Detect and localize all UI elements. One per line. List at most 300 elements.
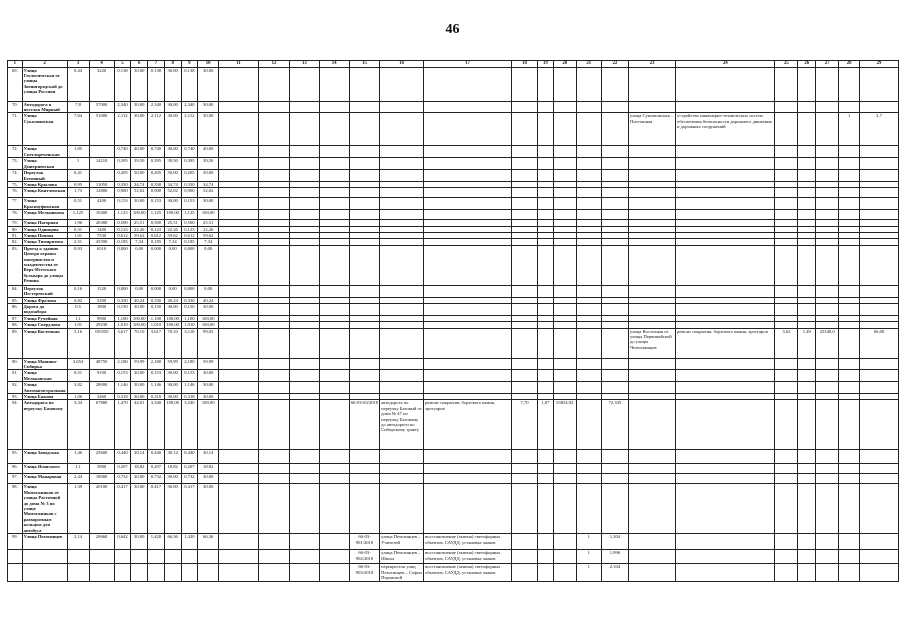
table-cell: 0,205 <box>181 170 198 182</box>
column-header: 5 <box>114 61 131 68</box>
table-cell: восстановление (замена) светофорных объектов, САУДД, установка знаков <box>424 534 512 550</box>
table-cell: 0,44 <box>67 67 89 101</box>
table-cell: 66,00 <box>860 328 899 358</box>
table-cell: Улица Светлореченская <box>22 146 67 158</box>
table-cell: 1,01 <box>67 322 89 328</box>
table-cell <box>424 146 512 158</box>
table-cell <box>601 474 628 484</box>
table-cell <box>424 285 512 297</box>
table-cell <box>319 285 349 297</box>
table-cell <box>601 382 628 394</box>
table-cell: 3,82 <box>67 382 89 394</box>
table-cell <box>629 245 676 285</box>
table-cell <box>629 550 676 564</box>
table-cell <box>775 303 798 315</box>
table-cell: 51000 <box>89 113 114 146</box>
table-cell <box>553 198 576 210</box>
table-cell: 39,50 <box>164 158 181 170</box>
table-cell <box>258 358 289 370</box>
table-cell: 1,85 <box>67 146 89 158</box>
table-cell <box>798 158 816 170</box>
table-cell <box>258 450 289 464</box>
table-cell <box>629 484 676 534</box>
table-cell <box>290 484 319 534</box>
table-cell: 45590 <box>89 239 114 245</box>
table-cell: 30,00 <box>131 484 148 534</box>
table-cell: 20380 <box>89 220 114 226</box>
table-cell <box>860 550 899 564</box>
table-cell <box>553 245 576 285</box>
table-cell <box>511 550 537 564</box>
table-cell <box>553 146 576 158</box>
table-cell <box>424 474 512 484</box>
table-cell <box>576 146 601 158</box>
table-cell <box>576 370 601 382</box>
table-cell: 0,900 <box>181 188 198 198</box>
table-cell <box>219 170 259 182</box>
table-cell <box>775 474 798 484</box>
table-cell <box>775 382 798 394</box>
table-cell: 3,34 <box>67 400 89 450</box>
table-cell: 1 <box>839 113 860 146</box>
table-cell: 66,36 <box>198 534 219 550</box>
table-cell <box>380 382 424 394</box>
table-cell <box>538 146 554 158</box>
table-cell: 0,330 <box>114 297 131 303</box>
table-cell <box>290 113 319 146</box>
table-cell <box>131 564 148 581</box>
table-cell: 0,138 <box>114 67 131 101</box>
table-cell: 1 <box>576 550 601 564</box>
table-cell: 1,96 <box>67 220 89 226</box>
table-cell: 0,207 <box>114 464 131 474</box>
table-cell: 75. <box>8 181 23 187</box>
column-header: 28 <box>839 61 860 68</box>
table-cell <box>839 484 860 534</box>
table-cell <box>839 285 860 297</box>
table-cell <box>816 146 839 158</box>
table-cell <box>538 550 554 564</box>
table-cell <box>349 358 379 370</box>
table-cell: 0,740 <box>148 146 165 158</box>
table-cell <box>798 484 816 534</box>
table-cell: 7,04 <box>67 113 89 146</box>
table-cell <box>576 464 601 474</box>
table-cell: 66,36 <box>164 534 181 550</box>
table-cell: 40,00 <box>164 146 181 158</box>
table-row <box>8 158 899 170</box>
table-cell: Улица Мельковская <box>22 370 67 382</box>
table-cell <box>538 170 554 182</box>
table-cell: 30,14 <box>198 450 219 464</box>
table-cell: 14210 <box>89 158 114 170</box>
table-cell <box>380 484 424 534</box>
table-cell <box>538 67 554 101</box>
table-cell: Переулок Пестеревский <box>22 285 67 297</box>
table-row <box>8 370 899 382</box>
table-cell: 40,00 <box>131 146 148 158</box>
table-cell: 0,41 <box>67 170 89 182</box>
table-cell <box>839 564 860 581</box>
table-cell: 1,125 <box>67 210 89 220</box>
table-cell <box>258 534 289 550</box>
table-cell: 22,26 <box>198 226 219 232</box>
table-cell <box>219 400 259 450</box>
table-cell: 2,340 <box>114 101 131 113</box>
table-cell <box>860 534 899 550</box>
table-cell: 1,146 <box>114 382 131 394</box>
table-cell: 1,420 <box>181 534 198 550</box>
table-cell: 0,51 <box>67 370 89 382</box>
table-cell: 59,99 <box>131 358 148 370</box>
table-cell <box>798 101 816 113</box>
table-cell: 0,000 <box>114 245 131 285</box>
table-cell <box>601 245 628 285</box>
table-cell <box>576 328 601 358</box>
table-cell: 30,14 <box>164 450 181 464</box>
table-cell: 0,440 <box>181 450 198 464</box>
table-cell: 0,138 <box>148 67 165 101</box>
table-cell: 0,000 <box>148 245 165 285</box>
table-cell <box>629 400 676 450</box>
table-cell <box>511 370 537 382</box>
table-cell <box>219 101 259 113</box>
table-cell <box>775 400 798 450</box>
table-cell: 1,420 <box>148 534 165 550</box>
table-cell <box>164 564 181 581</box>
table-cell <box>601 188 628 198</box>
table-cell: 1,100 <box>148 315 165 321</box>
table-cell <box>816 170 839 182</box>
table-cell: 7,34 <box>164 239 181 245</box>
table-cell <box>380 210 424 220</box>
table-cell <box>380 370 424 382</box>
table-cell <box>380 245 424 285</box>
table-cell: улица Суколюшская – Пистошная <box>629 113 676 146</box>
table-cell: Улица Фролова <box>22 297 67 303</box>
table-cell <box>839 146 860 158</box>
table-cell <box>258 158 289 170</box>
column-header: 17 <box>424 61 512 68</box>
table-cell <box>576 474 601 484</box>
table-cell <box>424 245 512 285</box>
table-cell: 66-03-902/2018 <box>349 550 379 564</box>
table-cell <box>538 534 554 550</box>
table-cell: 73. <box>8 158 23 170</box>
table-cell: 0,185 <box>148 239 165 245</box>
table-cell: 0,417 <box>148 484 165 534</box>
table-cell <box>290 158 319 170</box>
table-cell: 0,395 <box>114 158 131 170</box>
table-cell <box>860 400 899 450</box>
table-cell <box>553 328 576 358</box>
table-cell: 71. <box>8 113 23 146</box>
table-cell: 0,740 <box>181 146 198 158</box>
table-cell: улица Восточная от улицы Первомайской до улицы Челюскинцев <box>629 328 676 358</box>
table-cell <box>424 328 512 358</box>
table-row <box>8 188 899 198</box>
table-cell: восстановление (замена) светофорных объектов, САУДД, установка знаков <box>424 564 512 581</box>
table-cell <box>816 534 839 550</box>
table-cell: 0,500 <box>114 220 131 226</box>
table-cell: Улица Ясинского <box>22 464 67 474</box>
table-cell: 0,500 <box>181 220 198 226</box>
table-cell <box>290 198 319 210</box>
table-cell <box>798 245 816 285</box>
table-cell <box>290 464 319 474</box>
table-cell <box>511 101 537 113</box>
table-cell <box>511 245 537 285</box>
table-row <box>8 400 899 450</box>
table-cell <box>349 158 379 170</box>
table-cell: 30,00 <box>131 370 148 382</box>
table-cell: 0,153 <box>148 370 165 382</box>
column-header: 3 <box>67 61 89 68</box>
table-cell <box>290 534 319 550</box>
table-cell: 0,205 <box>148 170 165 182</box>
table-cell <box>576 358 601 370</box>
table-cell: 34,74 <box>164 181 181 187</box>
table-cell: 2,180 <box>181 358 198 370</box>
table-cell: 70,10 <box>164 328 181 358</box>
table-cell <box>576 198 601 210</box>
table-row <box>8 534 899 550</box>
table-cell <box>258 101 289 113</box>
table-cell <box>319 198 349 210</box>
table-cell <box>676 474 775 484</box>
table-cell: 0,612 <box>114 232 131 238</box>
table-cell <box>380 474 424 484</box>
table-cell <box>538 245 554 285</box>
table-cell: 30,00 <box>198 370 219 382</box>
table-cell <box>181 564 198 581</box>
table-cell: 3,654 <box>67 358 89 370</box>
table-cell <box>424 303 512 315</box>
table-cell: 0,000 <box>181 245 198 285</box>
table-cell <box>816 382 839 394</box>
table-cell: 76. <box>8 188 23 198</box>
table-cell: 30,00 <box>131 101 148 113</box>
table-cell: 1,146 <box>148 382 165 394</box>
table-cell: 1 <box>67 158 89 170</box>
table-cell: 39,50 <box>131 158 148 170</box>
table-cell <box>349 285 379 297</box>
table-cell <box>349 382 379 394</box>
table-cell <box>511 188 537 198</box>
table-cell: 1,996 <box>601 550 628 564</box>
table-cell: 94. <box>8 400 23 450</box>
table-cell <box>553 158 576 170</box>
table-cell <box>816 113 839 146</box>
table-cell <box>511 210 537 220</box>
table-cell: 100,00 <box>164 210 181 220</box>
table-cell <box>219 245 259 285</box>
table-cell: 1,46 <box>67 450 89 464</box>
table-cell <box>601 328 628 358</box>
table-cell: Улица Дмитриевская <box>22 158 67 170</box>
table-cell <box>349 101 379 113</box>
table-cell <box>816 67 839 101</box>
column-header: 23 <box>629 61 676 68</box>
table-cell <box>798 400 816 450</box>
table-cell <box>8 550 23 564</box>
table-cell <box>290 101 319 113</box>
table-cell: 2,180 <box>114 358 131 370</box>
table-cell: 1,125 <box>181 210 198 220</box>
table-cell <box>553 101 576 113</box>
table-cell: 1,01 <box>67 232 89 238</box>
table-cell <box>538 158 554 170</box>
column-header: 24 <box>676 61 775 68</box>
table-cell <box>424 450 512 464</box>
table-cell <box>576 158 601 170</box>
table-cell <box>601 285 628 297</box>
table-row <box>8 382 899 394</box>
table-cell <box>89 170 114 182</box>
table-cell: устройство инженерно-технических систем обеспечения безопасности дорожного движения и дорожных сооружений <box>676 113 775 146</box>
table-cell <box>380 358 424 370</box>
table-cell <box>219 303 259 315</box>
table-cell: 30,00 <box>164 382 181 394</box>
table-cell <box>816 400 839 450</box>
table-cell <box>511 474 537 484</box>
table-cell: 50,00 <box>131 170 148 182</box>
table-cell: 30,00 <box>164 394 181 400</box>
table-cell <box>576 382 601 394</box>
table-cell: Улица Крылова <box>22 181 67 187</box>
table-cell <box>424 170 512 182</box>
table-cell: 0,900 <box>148 188 165 198</box>
table-cell: 1,146 <box>181 382 198 394</box>
table-cell <box>290 210 319 220</box>
table-cell: 30,00 <box>164 113 181 146</box>
table-cell <box>775 67 798 101</box>
table-cell <box>553 170 576 182</box>
table-cell: 59,62 <box>198 232 219 238</box>
table-cell: 30,00 <box>131 303 148 315</box>
table-cell <box>319 170 349 182</box>
table-cell: 7,8 <box>67 101 89 113</box>
table-cell <box>553 370 576 382</box>
table-cell: 4200 <box>89 198 114 210</box>
table-cell <box>511 382 537 394</box>
table-cell <box>258 113 289 146</box>
table-cell <box>538 564 554 581</box>
table-cell <box>380 146 424 158</box>
header-row <box>8 61 899 68</box>
table-cell: Улица Красноуфимская <box>22 198 67 210</box>
table-cell <box>67 564 89 581</box>
table-cell <box>319 210 349 220</box>
table-cell <box>775 170 798 182</box>
table-cell <box>860 188 899 198</box>
table-cell <box>148 550 165 564</box>
table-cell <box>219 382 259 394</box>
table-cell <box>349 210 379 220</box>
table-cell: Улица Нагорная <box>22 220 67 226</box>
table-cell: 30,00 <box>198 198 219 210</box>
table-cell <box>148 564 165 581</box>
table-cell <box>219 464 259 474</box>
table-cell <box>775 534 798 550</box>
table-cell <box>629 101 676 113</box>
table-cell <box>258 303 289 315</box>
table-cell: 1400 <box>89 226 114 232</box>
table-cell <box>349 474 379 484</box>
table-cell: 0,150 <box>148 303 165 315</box>
table-cell <box>89 146 114 158</box>
table-cell <box>511 198 537 210</box>
data-table <box>7 60 899 582</box>
table-cell <box>816 484 839 534</box>
table-cell: 0,153 <box>114 198 131 210</box>
table-cell <box>601 158 628 170</box>
table-cell: 18,82 <box>198 464 219 474</box>
table-cell <box>511 67 537 101</box>
table-cell: 9100 <box>89 370 114 382</box>
table-cell <box>860 198 899 210</box>
table-cell <box>290 170 319 182</box>
table-cell: 0,440 <box>114 450 131 464</box>
table-cell: 1,39 <box>67 484 89 534</box>
table-cell <box>290 400 319 450</box>
table-cell: 1,73 <box>67 188 89 198</box>
table-cell: 92. <box>8 382 23 394</box>
table-cell <box>258 474 289 484</box>
table-row <box>8 464 899 474</box>
table-cell: 3,617 <box>114 328 131 358</box>
table-cell <box>601 170 628 182</box>
table-cell: 1,470 <box>114 400 131 450</box>
table-cell <box>775 550 798 564</box>
table-cell <box>319 550 349 564</box>
table-cell <box>538 113 554 146</box>
table-cell: 1,125 <box>148 210 165 220</box>
column-header: 22 <box>601 61 628 68</box>
table-cell <box>576 170 601 182</box>
table-cell <box>424 382 512 394</box>
column-header: 1 <box>8 61 23 68</box>
table-cell <box>380 328 424 358</box>
table-row <box>8 484 899 534</box>
table-cell <box>553 188 576 198</box>
table-cell: 39,50 <box>198 158 219 170</box>
table-cell: 30,00 <box>164 198 181 210</box>
table-cell <box>860 210 899 220</box>
table-cell <box>553 285 576 297</box>
table-row <box>8 550 899 564</box>
table-cell: 88. <box>8 322 23 328</box>
table-cell: 0,732 <box>181 474 198 484</box>
table-cell <box>676 370 775 382</box>
table-cell: 2,340 <box>181 101 198 113</box>
table-cell: 66-03-03/2018 <box>349 400 379 450</box>
table-cell <box>131 550 148 564</box>
table-cell <box>629 382 676 394</box>
table-cell <box>258 382 289 394</box>
table-cell: 30,00 <box>131 474 148 484</box>
table-cell: 67880 <box>89 400 114 450</box>
table-cell <box>676 67 775 101</box>
table-cell <box>601 303 628 315</box>
table-cell <box>775 146 798 158</box>
table-cell: 2,112 <box>148 113 165 146</box>
table-cell <box>676 400 775 450</box>
table-cell: Улица Суколюшская <box>22 113 67 146</box>
table-cell <box>424 370 512 382</box>
table-cell: Улица Восточная <box>22 328 67 358</box>
table-cell: 0,153 <box>181 198 198 210</box>
